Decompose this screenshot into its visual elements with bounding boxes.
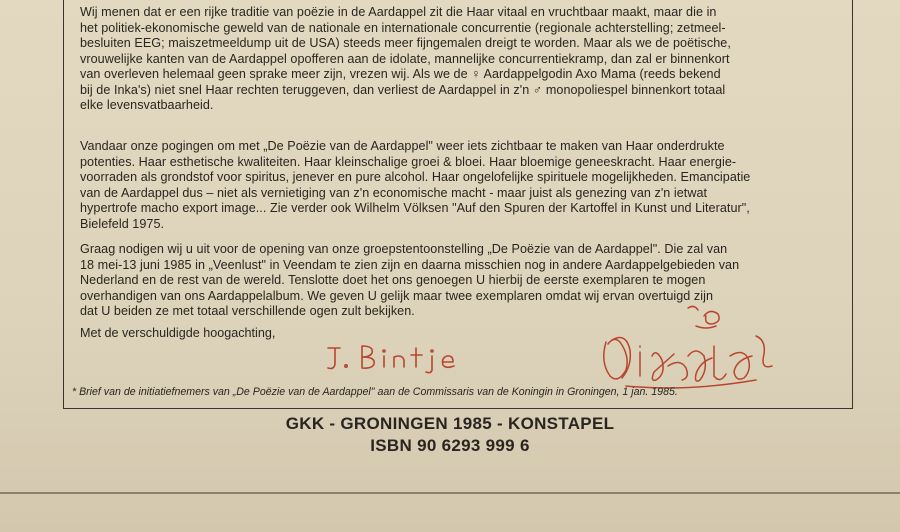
paragraph-line: Nederland en de rest van de wereld. Tenslotte doet het ons genoegen U hierbij de eerste exemplaren te mogen (80, 273, 706, 287)
paragraph-line: besluiten EEG; maiszetmeeldump uit de USA) steeds meer fijngemalen dreigt te worden. Maar als we de poëtische, (80, 36, 731, 50)
publisher-line: GKK - GRONINGEN 1985 - KONSTAPEL (285, 414, 615, 433)
signature-scribble (596, 296, 786, 392)
paragraph-line: Wij menen dat er een rijke traditie van poëzie in de Aardappel zit die Haar vitaal en vruchtbaar maakt, maar die in (80, 5, 717, 19)
paragraph-line: van de Aardappel dus – niet als vernietiging van z'n economische macht - maar juist als genezing van z'n ietwat (80, 185, 708, 200)
paragraph-line: vrouwelijke kanten van de Aardappel opofferen aan de idolate, mannelijke concurrentiekramp, dan zal er binnenkort (80, 51, 730, 66)
paragraph-line: Vandaar onze pogingen om met „De Poëzie van de Aardappel" weer iets zichtbaar te maken van Haar onderdrukte (80, 139, 725, 153)
paragraph-line: Graag nodigen wij u uit voor de opening van onze groepstentoonstelling „De Poëzie van de Aardappel". Die zal van (80, 242, 728, 256)
paragraph-line: elke levensvatbaarheid. (80, 98, 214, 112)
paragraph-line: potenties. Haar esthetische kwaliteiten. Haar kleinschalige groei & bloei. Haar bloemige geneeskracht. Haar energie- (80, 154, 737, 169)
paragraph-line: het politiek-ekonomische geweld van de nationale en internationale concurrentie (regionale achterstelling; zetmeel- (80, 20, 726, 35)
paragraph-line: bij de Inka's) niet snel Haar rechten teruggeven, dan verliest de Aardappel in z'n ♂ monopoliespel binnenkort totaal (80, 82, 726, 97)
paragraph-line: 18 mei-13 juni 1985 in „Veenlust" in Veendam te zien zijn en daarna misschien nog in andere Aardappelgebieden van (80, 257, 740, 272)
isbn-line: ISBN 90 6293 999 6 (370, 436, 530, 455)
footnote: * Brief van de initiatiefnemers van „De Poëzie van de Aardappel" aan de Commissaris van de Koningin in Groningen, 1 jan. 1985. (72, 386, 678, 398)
paragraph-line: dat U beiden ze met totaal verschillende ogen zult bekijken. (80, 304, 415, 318)
paragraph-line: van overleven helemaal geen sprake meer zijn, vrezen wij. Als we de ♀ Aardappelgodin Axo Mama (reeds bekend (80, 67, 721, 81)
signature-bintje (322, 340, 502, 374)
paragraph-line: Bielefeld 1975. (80, 216, 165, 231)
paragraph-1 (80, 5, 840, 114)
paragraph-line: overhandigen van ons Aardappelalbum. We geven U gelijk maar twee exemplaren omdat wij ervan overtuigd zijn (80, 288, 714, 303)
closing-salutation: Met de verschuldigde hoogachting, (80, 326, 276, 340)
paragraph-2 (80, 139, 840, 232)
bottom-divider (0, 492, 900, 494)
paragraph-line: hypertrofe macho export image... Zie verder ook Wilhelm Völksen "Auf den Spuren der Kartoffel in Kunst und Literatur", (80, 201, 750, 215)
paragraph-line: voorraden als grondstof voor spiritus, jenever en pure alcohol. Haar ongelofelijke spirituele mogelijkheden. Emancipatie (80, 170, 751, 184)
